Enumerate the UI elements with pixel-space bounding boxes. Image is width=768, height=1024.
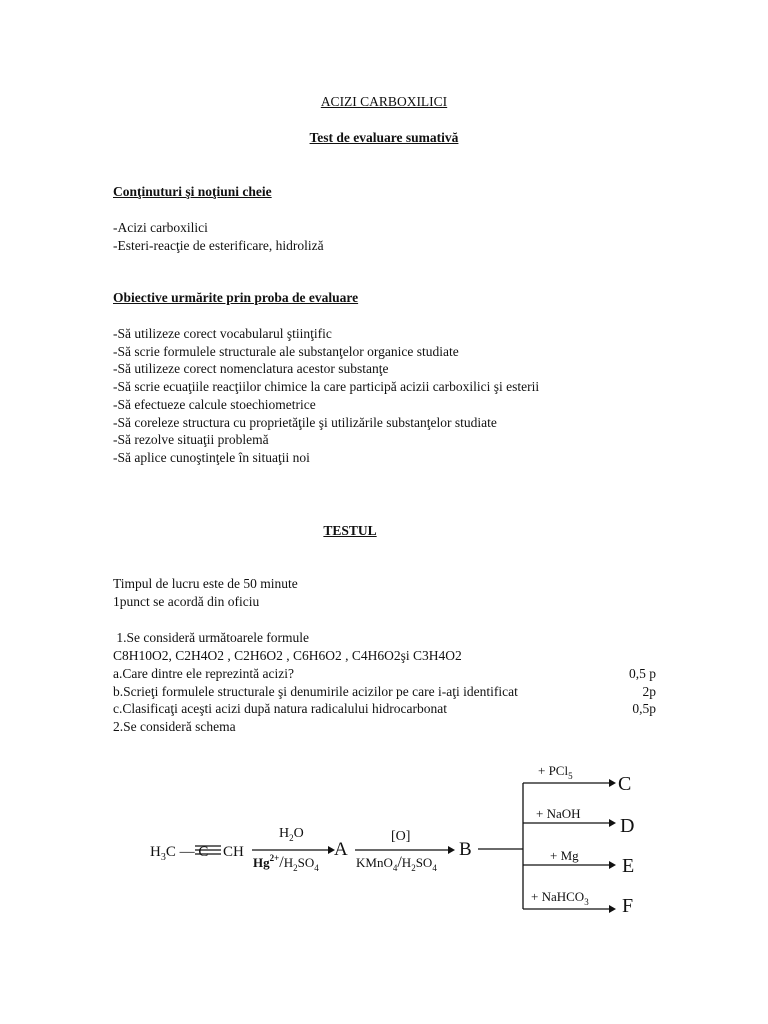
test-heading: TESTUL bbox=[323, 523, 377, 538]
list-item: -Să aplice cunoştinţele în situaţii noi bbox=[113, 449, 310, 465]
question-1-formulas: C8H10O2, C2H4O2 , C2H6O2 , C6H6O2 , C4H6O2şi C3H4O2 bbox=[113, 647, 462, 663]
question-2-intro: 2.Se consideră schema bbox=[113, 719, 236, 734]
arrow-head bbox=[448, 846, 455, 854]
page-subtitle: Test de evaluare sumativă bbox=[309, 130, 459, 145]
list-item: -Să scrie ecuaţiile reacţiilor chimice la care participă acizii carboxilici şi esterii bbox=[113, 379, 540, 395]
list-item: -Să efectueze calcule stoechiometrice bbox=[113, 396, 316, 412]
branch-reagent: + Mg bbox=[550, 848, 579, 863]
list-item: -Să utilizeze corect nomenclatura acestor substanţe bbox=[113, 361, 389, 377]
list-item: -Acizi carboxilici bbox=[113, 220, 208, 235]
step-2-reagent-bottom: $KMnO_4/H_2SO_4$ bbox=[356, 854, 437, 873]
list-item: -Să rezolve situaţii problemă bbox=[113, 432, 269, 448]
step-2-reagent-top: [O] bbox=[391, 829, 411, 844]
list-item: -Să utilizeze corect vocabularul ştiinţific bbox=[113, 326, 332, 341]
product-b: B bbox=[459, 839, 472, 860]
arrow-head bbox=[609, 819, 616, 827]
product-d: D bbox=[620, 815, 635, 837]
arrow-head bbox=[609, 861, 616, 869]
objectives-heading: Obiective urmărite prin proba de evaluare bbox=[113, 290, 359, 305]
question-part-text: a.Care dintre ele reprezintă acizi? bbox=[113, 666, 295, 681]
reactant-end: CH bbox=[223, 844, 244, 860]
list-item: -Esteri-reacţie de esterificare, hidroliză bbox=[113, 237, 324, 253]
arrow-head bbox=[609, 779, 616, 787]
question-part-points: 0,5 p bbox=[629, 666, 656, 681]
contents-heading: Conţinuturi şi noţiuni cheie bbox=[113, 184, 272, 199]
product-f: F bbox=[622, 895, 634, 917]
step-1-reagent-top: $H_2O$ bbox=[279, 826, 304, 843]
question-part-points: 2p bbox=[642, 683, 656, 699]
question-part-points: 0,5p bbox=[632, 701, 656, 717]
bonus-point-text: 1punct se acordă din oficiu bbox=[113, 593, 260, 609]
branch-reagent: + NaOH bbox=[536, 806, 581, 821]
branch-reagent: + NaHCO$_3$ bbox=[531, 889, 589, 907]
page-title: ACIZI CARBOXILICI bbox=[320, 94, 448, 109]
question-part-text: b.Scrieţi formulele structurale şi denumirile acizilor pe care i-aţi identificat bbox=[113, 683, 518, 699]
branch-reagent: + PCl$_5$ bbox=[538, 763, 573, 781]
step-1-reagent-bottom: $Hg^{2+}/H_2SO_4$ bbox=[253, 853, 319, 873]
reactant-formula: $H_3C$ — C bbox=[150, 844, 209, 863]
question-1-intro: 1.Se consideră următoarele formule bbox=[113, 630, 310, 645]
product-e: E bbox=[622, 855, 635, 877]
product-c: C bbox=[618, 773, 632, 795]
question-part-text: c.Clasificaţi aceşti acizi după natura radicalului hidrocarbonat bbox=[113, 701, 447, 717]
list-item: -Să coreleze structura cu proprietăţile şi utilizările substanţelor studiate bbox=[113, 414, 497, 430]
product-a: A bbox=[334, 839, 348, 860]
time-limit-text: Timpul de lucru este de 50 minute bbox=[113, 576, 298, 591]
list-item: -Să scrie formulele structurale ale substanţelor organice studiate bbox=[113, 343, 459, 359]
arrow-head bbox=[609, 905, 616, 913]
